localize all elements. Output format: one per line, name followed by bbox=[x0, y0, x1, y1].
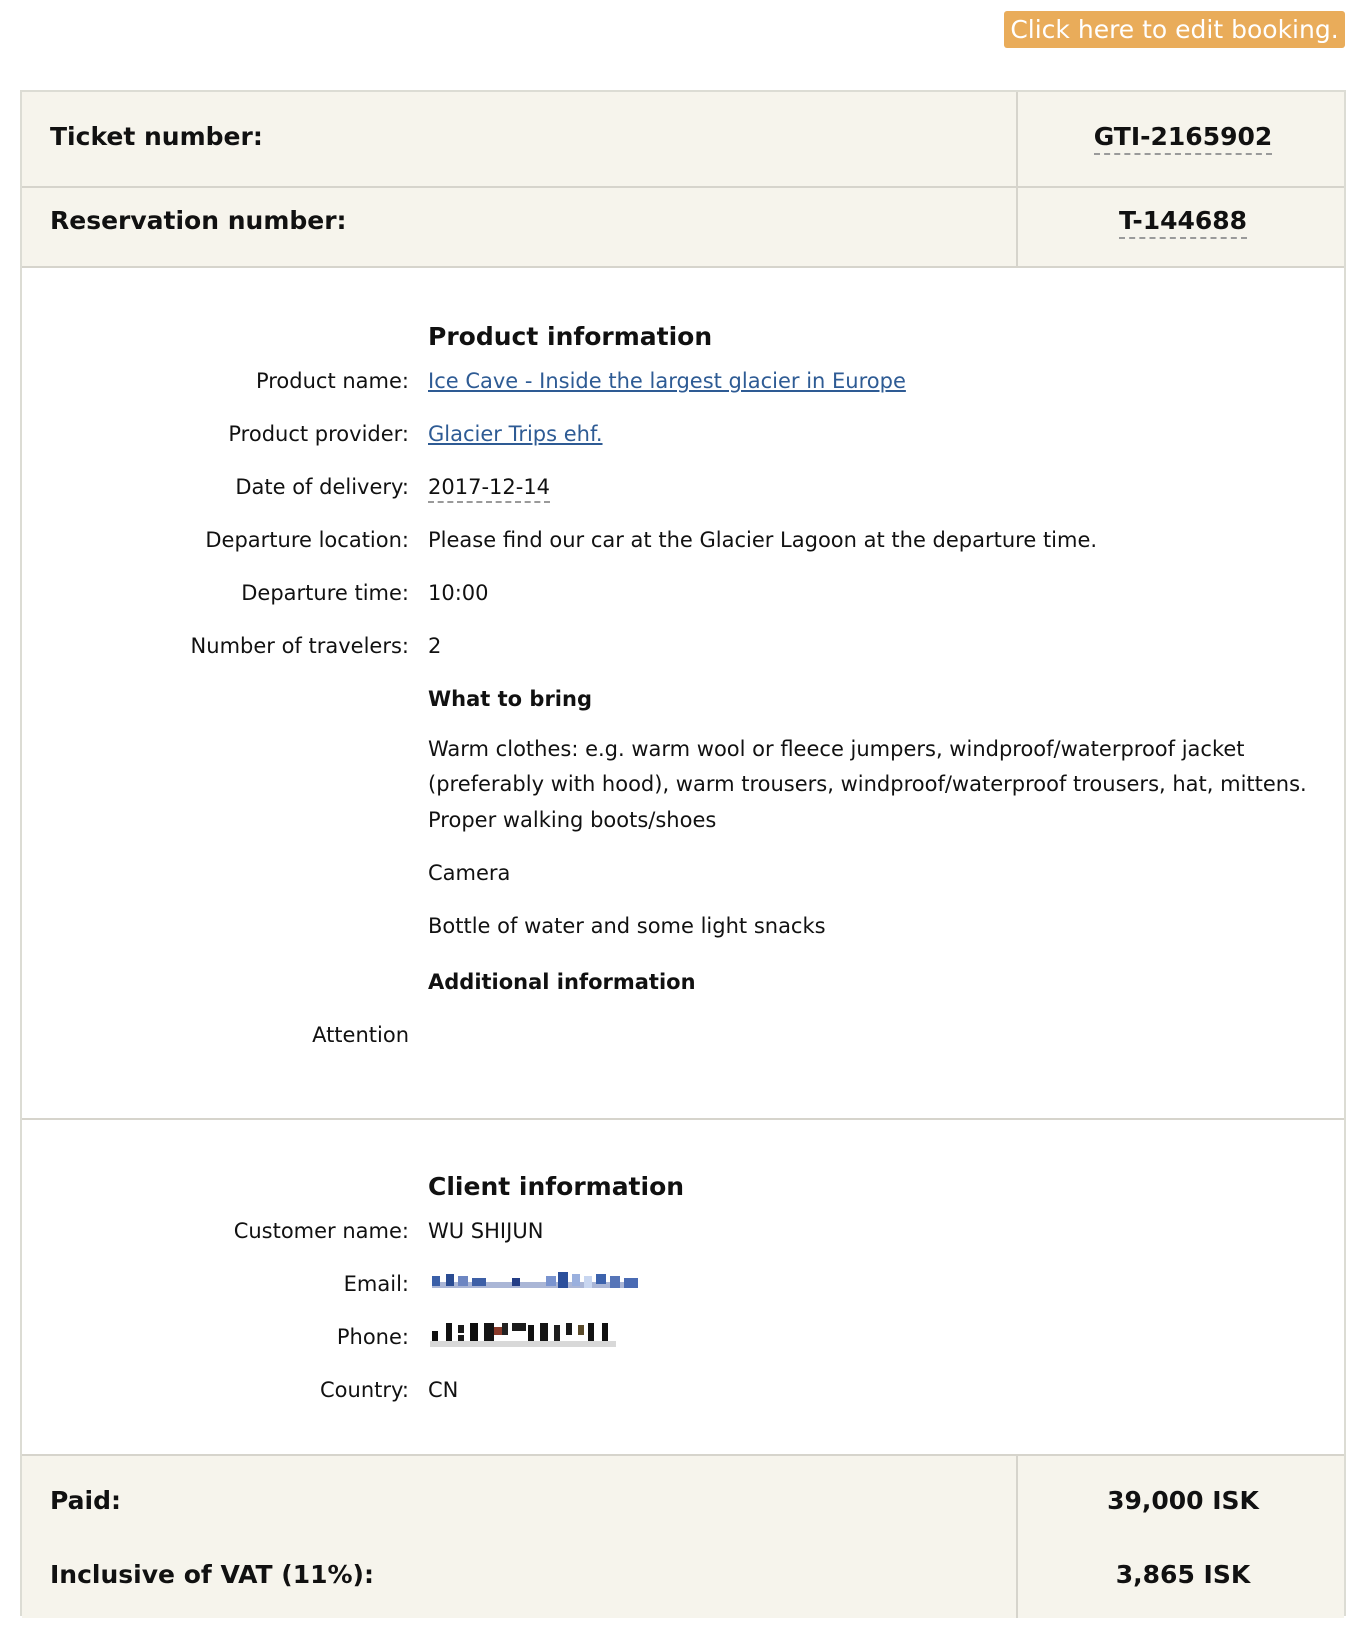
payment-summary bbox=[22, 1454, 1344, 1618]
paid-value: 39,000 ISK bbox=[1107, 1486, 1259, 1515]
product-information-heading: Product information bbox=[428, 322, 713, 351]
departure-location-label: Departure location: bbox=[205, 528, 409, 552]
vat-label: Inclusive of VAT (11%): bbox=[50, 1560, 374, 1589]
customer-name-value: WU SHIJUN bbox=[428, 1219, 544, 1243]
bring-item: Camera bbox=[428, 861, 511, 885]
bring-item: Bottle of water and some light snacks bbox=[428, 914, 826, 938]
ticket-number-label: Ticket number: bbox=[50, 122, 263, 151]
customer-name-label: Customer name: bbox=[233, 1219, 409, 1243]
phone-label: Phone: bbox=[336, 1325, 409, 1349]
product-name-label: Product name: bbox=[255, 369, 409, 393]
ticket-number-value: GTI-2165902 bbox=[1018, 122, 1348, 151]
edit-booking-button[interactable]: Click here to edit booking. bbox=[1004, 11, 1345, 48]
country-label: Country: bbox=[320, 1378, 409, 1402]
departure-location-value: Please find our car at the Glacier Lagoon at the departure time. bbox=[428, 528, 1098, 552]
header-column-divider bbox=[1016, 92, 1018, 266]
additional-information-heading: Additional information bbox=[428, 970, 696, 994]
number-of-travelers-label: Number of travelers: bbox=[190, 634, 409, 658]
email-value-redacted bbox=[428, 1268, 648, 1298]
country-value: CN bbox=[428, 1378, 459, 1402]
attention-label: Attention bbox=[312, 1023, 409, 1047]
paid-label: Paid: bbox=[50, 1486, 121, 1515]
booking-card bbox=[20, 90, 1346, 1616]
product-name-link[interactable]: Ice Cave - Inside the largest glacier in Europe bbox=[428, 369, 906, 393]
product-provider-link[interactable]: Glacier Trips ehf. bbox=[428, 422, 603, 446]
date-of-delivery-value: 2017-12-14 bbox=[428, 475, 550, 499]
section-divider bbox=[22, 1118, 1344, 1120]
booking-header bbox=[22, 92, 1344, 268]
redacted-email-pixels bbox=[428, 1270, 648, 1296]
reservation-number-value: T-144688 bbox=[1018, 206, 1348, 235]
departure-time-label: Departure time: bbox=[241, 581, 409, 605]
redacted-phone-pixels bbox=[428, 1319, 628, 1349]
header-row-divider bbox=[22, 186, 1344, 188]
number-of-travelers-value: 2 bbox=[428, 634, 442, 658]
reservation-number-label: Reservation number: bbox=[50, 206, 347, 235]
bring-item: Warm clothes: e.g. warm wool or fleece jumpers, windproof/waterproof jacket (preferably with hood), warm trousers, windproof/waterproof trousers, hat, mittens. bbox=[428, 737, 1307, 796]
date-of-delivery-label: Date of delivery: bbox=[235, 475, 409, 499]
bring-item: Proper walking boots/shoes bbox=[428, 808, 717, 832]
phone-value-redacted bbox=[428, 1319, 628, 1349]
email-label: Email: bbox=[343, 1272, 409, 1296]
product-provider-label: Product provider: bbox=[228, 422, 409, 446]
departure-time-value: 10:00 bbox=[428, 581, 489, 605]
what-to-bring-heading: What to bring bbox=[428, 687, 592, 711]
client-information-heading: Client information bbox=[428, 1172, 685, 1201]
vat-value: 3,865 ISK bbox=[1115, 1560, 1251, 1589]
payment-column-divider bbox=[1016, 1456, 1018, 1618]
